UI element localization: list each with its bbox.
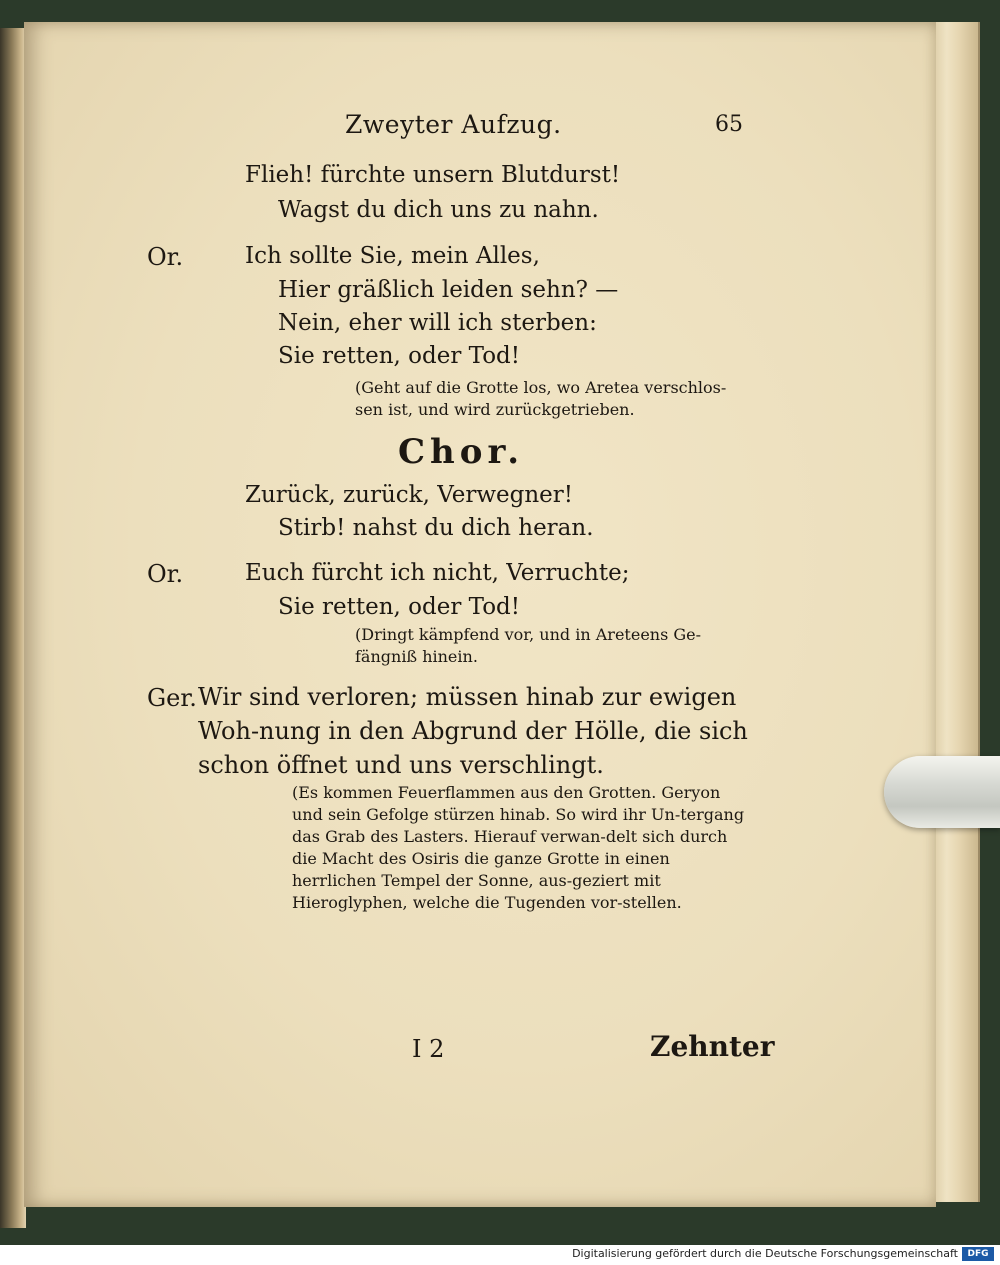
signature-mark: I 2 (412, 1035, 445, 1063)
verse-line: Nein, eher will ich sterben: (278, 310, 597, 336)
verse-line: Zurück, zurück, Verwegner! (245, 482, 574, 508)
verse-line: Euch fürcht ich nicht, Verruchte; (245, 560, 630, 586)
stage-direction: (Geht auf die Grotte los, wo Aretea verschlos-sen ist, und wird zurückgetrieben. (355, 378, 727, 419)
verse-line: Stirb! nahst du dich heran. (278, 515, 594, 541)
verse-line: Hier gräßlich leiden sehn? — (278, 277, 619, 303)
verse-line: Sie retten, oder Tod! (278, 343, 521, 369)
verse-line: Ich sollte Sie, mein Alles, (245, 243, 540, 269)
verse-line: Wagst du dich uns zu nahn. (278, 197, 599, 223)
running-head: Zweyter Aufzug. (345, 110, 562, 139)
stage-direction: (Es kommen Feuerflammen aus den Grotten. Geryon und sein Gefolge stürzen hinab. So wird ihr Un-tergang das Grab des Lasters. Hierauf verwan-delt sich durch die Macht des Osiris die ganze Grotte in einen herrlichen Tempel der Sonne, aus-geziert mit Hieroglyphen, welche die Tugenden vor-stellen. (292, 783, 745, 912)
catchword: Zehnter (650, 1030, 775, 1063)
page-clip (884, 756, 1000, 828)
folio-number: 65 (715, 112, 743, 137)
prose-speech: Wir sind verloren; müssen hinab zur ewigen Woh-nung in den Abgrund der Hölle, die sich schon öffnet und uns verschlingt. (198, 683, 748, 779)
stage-direction: (Dringt kämpfend vor, und in Areteens Ge-fängniß hinein. (355, 625, 702, 666)
verse-line: Sie retten, oder Tod! (278, 594, 521, 620)
dfg-logo: DFG (962, 1247, 994, 1261)
page-spine (0, 28, 26, 1228)
speaker-label: Or. (147, 560, 184, 588)
speaker-label: Or. (147, 243, 184, 271)
page-stack-edge (930, 22, 980, 1202)
speaker-label: Ger. (147, 684, 197, 712)
section-heading: Chor. (398, 432, 525, 472)
digitization-credit: Digitalisierung gefördert durch die Deutsche Forschungsgemeinschaft (572, 1247, 958, 1260)
verse-line: Flieh! fürchte unsern Blutdurst! (245, 162, 621, 188)
